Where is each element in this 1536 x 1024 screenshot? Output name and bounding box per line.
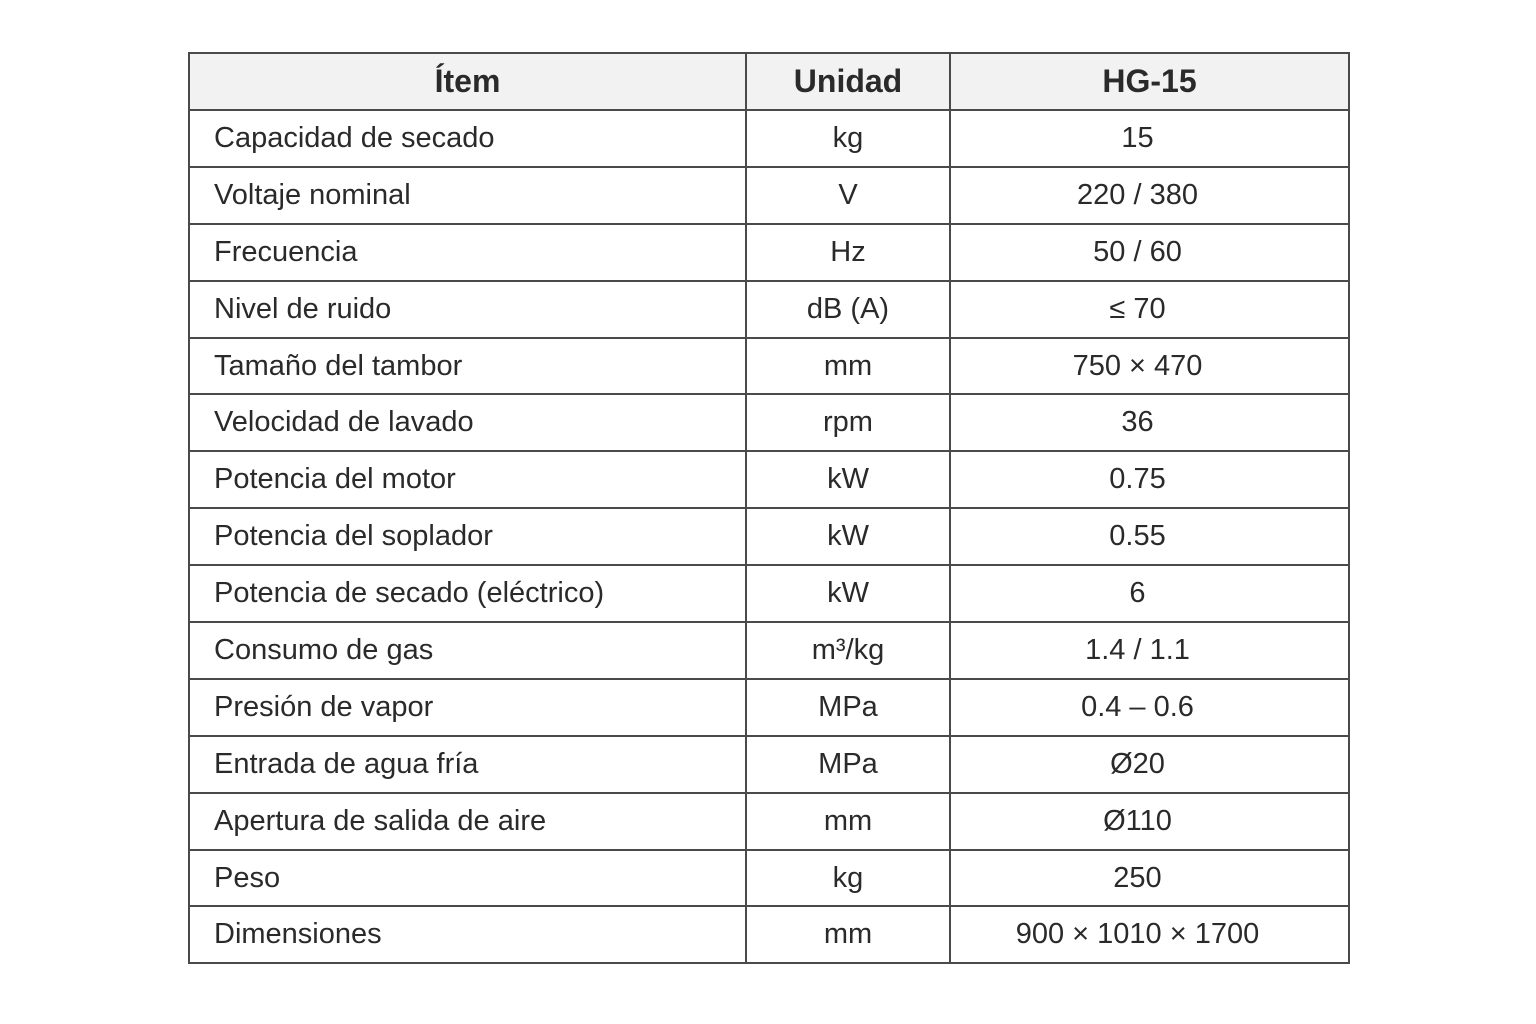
cell-item: Velocidad de lavado	[189, 394, 746, 451]
cell-value: 0.4 – 0.6	[950, 679, 1349, 736]
table-row	[189, 338, 1349, 395]
cell-item: Potencia del motor	[189, 451, 746, 508]
cell-value: 1.4 / 1.1	[950, 622, 1349, 679]
table-row	[189, 167, 1349, 224]
header-row	[189, 53, 1349, 110]
cell-unit: kg	[746, 110, 950, 167]
cell-item: Apertura de salida de aire	[189, 793, 746, 850]
cell-unit: Hz	[746, 224, 950, 281]
header-unit: Unidad	[746, 53, 950, 110]
header-item: Ítem	[189, 53, 746, 110]
table-row	[189, 793, 1349, 850]
cell-value: 36	[950, 394, 1349, 451]
cell-value: 15	[950, 110, 1349, 167]
cell-value: 50 / 60	[950, 224, 1349, 281]
cell-item: Tamaño del tambor	[189, 338, 746, 395]
table-row	[189, 906, 1349, 963]
table-row	[189, 281, 1349, 338]
table-row	[189, 508, 1349, 565]
table-row	[189, 451, 1349, 508]
cell-item: Entrada de agua fría	[189, 736, 746, 793]
cell-unit: kg	[746, 850, 950, 907]
cell-item: Dimensiones	[189, 906, 746, 963]
cell-item: Frecuencia	[189, 224, 746, 281]
cell-value: ≤ 70	[950, 281, 1349, 338]
table-row	[189, 736, 1349, 793]
cell-item: Presión de vapor	[189, 679, 746, 736]
cell-unit: MPa	[746, 679, 950, 736]
cell-item: Capacidad de secado	[189, 110, 746, 167]
cell-value: 6	[950, 565, 1349, 622]
cell-unit: mm	[746, 338, 950, 395]
cell-unit: mm	[746, 793, 950, 850]
cell-item: Consumo de gas	[189, 622, 746, 679]
cell-value: Ø20	[950, 736, 1349, 793]
cell-item: Potencia del soplador	[189, 508, 746, 565]
cell-value: Ø110	[950, 793, 1349, 850]
cell-value: 0.75	[950, 451, 1349, 508]
cell-value: 900 × 1010 × 1700	[950, 906, 1349, 963]
cell-unit: MPa	[746, 736, 950, 793]
cell-item: Nivel de ruido	[189, 281, 746, 338]
table-row	[189, 224, 1349, 281]
table-row	[189, 622, 1349, 679]
cell-value: 220 / 380	[950, 167, 1349, 224]
table-row	[189, 394, 1349, 451]
cell-item: Potencia de secado (eléctrico)	[189, 565, 746, 622]
cell-unit: mm	[746, 906, 950, 963]
cell-item: Voltaje nominal	[189, 167, 746, 224]
cell-unit: m³/kg	[746, 622, 950, 679]
cell-value: 0.55	[950, 508, 1349, 565]
cell-unit: V	[746, 167, 950, 224]
table-row	[189, 565, 1349, 622]
cell-unit: rpm	[746, 394, 950, 451]
cell-item: Peso	[189, 850, 746, 907]
table-row	[189, 850, 1349, 907]
table-row	[189, 679, 1349, 736]
header-model: HG-15	[950, 53, 1349, 110]
spec-table	[188, 52, 1350, 964]
table-row	[189, 110, 1349, 167]
cell-unit: kW	[746, 508, 950, 565]
table-body	[189, 110, 1349, 963]
cell-unit: dB (A)	[746, 281, 950, 338]
cell-unit: kW	[746, 565, 950, 622]
cell-value: 250	[950, 850, 1349, 907]
cell-unit: kW	[746, 451, 950, 508]
table-header	[189, 53, 1349, 110]
cell-value: 750 × 470	[950, 338, 1349, 395]
